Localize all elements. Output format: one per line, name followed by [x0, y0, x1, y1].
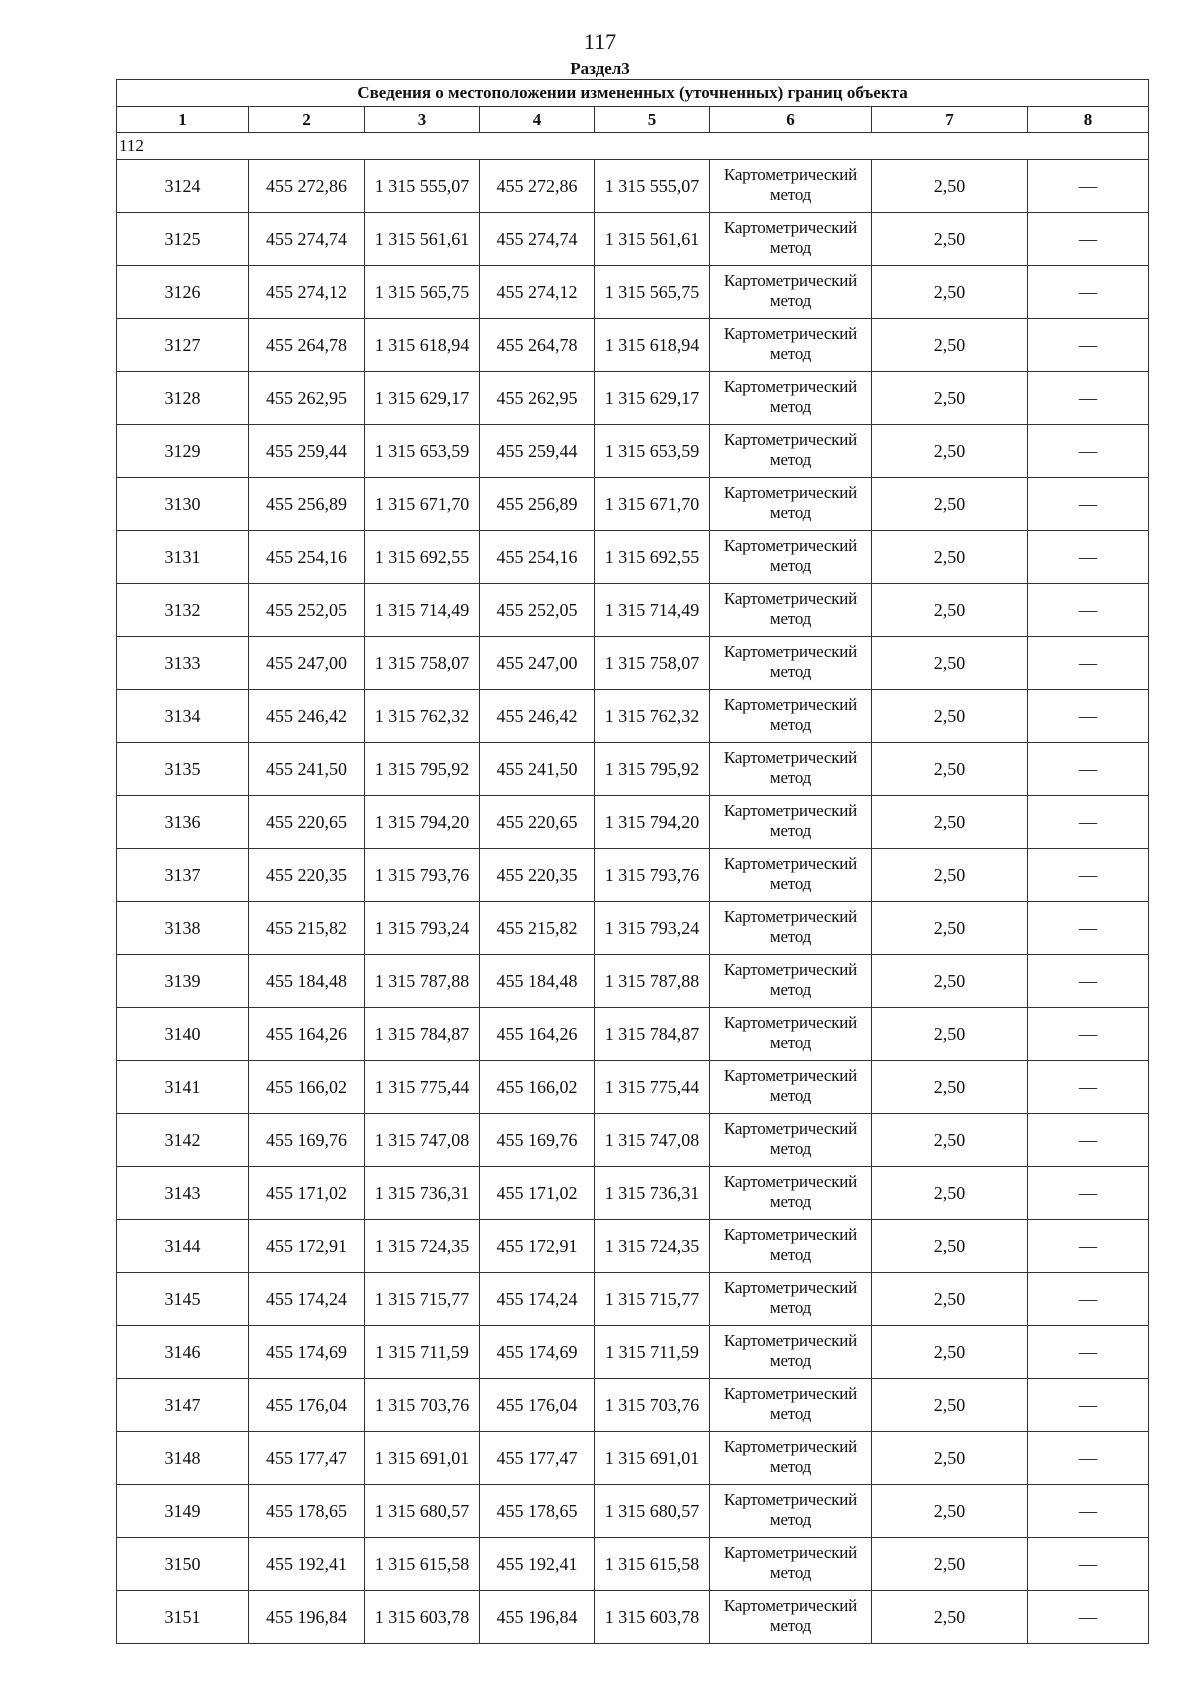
point-number-cell: 3137 [117, 849, 249, 902]
y-coordinate-cell: 1 315 703,76 [365, 1379, 480, 1432]
dash-cell: — [1028, 1220, 1149, 1273]
dash-cell: — [1028, 1538, 1149, 1591]
x-coordinate-cell: 455 247,00 [249, 637, 365, 690]
accuracy-cell: 2,50 [872, 637, 1028, 690]
y-coordinate-cell: 1 315 775,44 [365, 1061, 480, 1114]
group-label: 112 [117, 133, 1149, 160]
y-coordinate-refined-cell: 1 315 794,20 [595, 796, 710, 849]
table-row [117, 902, 1149, 955]
method-cell: Картометрический метод [710, 796, 872, 849]
x-coordinate-refined-cell: 455 215,82 [480, 902, 595, 955]
dash-cell: — [1028, 1432, 1149, 1485]
y-coordinate-refined-cell: 1 315 714,49 [595, 584, 710, 637]
y-coordinate-refined-cell: 1 315 711,59 [595, 1326, 710, 1379]
dash-cell: — [1028, 955, 1149, 1008]
x-coordinate-cell: 455 174,69 [249, 1326, 365, 1379]
section-title: Раздел3 [570, 59, 630, 78]
method-cell: Картометрический метод [710, 266, 872, 319]
dash-cell: — [1028, 213, 1149, 266]
x-coordinate-cell: 455 252,05 [249, 584, 365, 637]
table-row [117, 266, 1149, 319]
method-cell: Картометрический метод [710, 425, 872, 478]
x-coordinate-refined-cell: 455 252,05 [480, 584, 595, 637]
x-coordinate-refined-cell: 455 254,16 [480, 531, 595, 584]
y-coordinate-cell: 1 315 680,57 [365, 1485, 480, 1538]
accuracy-cell: 2,50 [872, 1326, 1028, 1379]
point-number-cell: 3127 [117, 319, 249, 372]
column-number: 6 [710, 107, 872, 133]
point-number-cell: 3129 [117, 425, 249, 478]
dash-cell: — [1028, 796, 1149, 849]
y-coordinate-cell: 1 315 671,70 [365, 478, 480, 531]
column-number: 2 [249, 107, 365, 133]
x-coordinate-cell: 455 272,86 [249, 160, 365, 213]
method-cell: Картометрический метод [710, 1379, 872, 1432]
x-coordinate-refined-cell: 455 176,04 [480, 1379, 595, 1432]
x-coordinate-cell: 455 274,74 [249, 213, 365, 266]
point-number-cell: 3130 [117, 478, 249, 531]
method-cell: Картометрический метод [710, 1273, 872, 1326]
method-cell: Картометрический метод [710, 849, 872, 902]
x-coordinate-cell: 455 241,50 [249, 743, 365, 796]
x-coordinate-cell: 455 172,91 [249, 1220, 365, 1273]
column-number: 8 [1028, 107, 1149, 133]
dash-cell: — [1028, 902, 1149, 955]
x-coordinate-refined-cell: 455 164,26 [480, 1008, 595, 1061]
x-coordinate-refined-cell: 455 272,86 [480, 160, 595, 213]
x-coordinate-refined-cell: 455 177,47 [480, 1432, 595, 1485]
accuracy-cell: 2,50 [872, 1008, 1028, 1061]
point-number-cell: 3135 [117, 743, 249, 796]
y-coordinate-refined-cell: 1 315 629,17 [595, 372, 710, 425]
dash-cell: — [1028, 1379, 1149, 1432]
accuracy-cell: 2,50 [872, 584, 1028, 637]
table-row [117, 160, 1149, 213]
table-row [117, 1167, 1149, 1220]
method-cell: Картометрический метод [710, 372, 872, 425]
point-number-cell: 3125 [117, 213, 249, 266]
point-number-cell: 3151 [117, 1591, 249, 1644]
table-row [117, 531, 1149, 584]
point-number-cell: 3139 [117, 955, 249, 1008]
y-coordinate-cell: 1 315 758,07 [365, 637, 480, 690]
dash-cell: — [1028, 637, 1149, 690]
point-number-cell: 3140 [117, 1008, 249, 1061]
point-number-cell: 3149 [117, 1485, 249, 1538]
y-coordinate-refined-cell: 1 315 703,76 [595, 1379, 710, 1432]
y-coordinate-refined-cell: 1 315 618,94 [595, 319, 710, 372]
x-coordinate-refined-cell: 455 174,69 [480, 1326, 595, 1379]
dash-cell: — [1028, 1008, 1149, 1061]
point-number-cell: 3128 [117, 372, 249, 425]
accuracy-cell: 2,50 [872, 690, 1028, 743]
dash-cell: — [1028, 319, 1149, 372]
table-row [117, 213, 1149, 266]
x-coordinate-refined-cell: 455 220,65 [480, 796, 595, 849]
point-number-cell: 3134 [117, 690, 249, 743]
accuracy-cell: 2,50 [872, 1485, 1028, 1538]
column-number: 7 [872, 107, 1028, 133]
y-coordinate-cell: 1 315 711,59 [365, 1326, 480, 1379]
dash-cell: — [1028, 1167, 1149, 1220]
dash-cell: — [1028, 849, 1149, 902]
y-coordinate-refined-cell: 1 315 736,31 [595, 1167, 710, 1220]
x-coordinate-cell: 455 220,65 [249, 796, 365, 849]
y-coordinate-refined-cell: 1 315 691,01 [595, 1432, 710, 1485]
accuracy-cell: 2,50 [872, 1061, 1028, 1114]
dash-cell: — [1028, 1326, 1149, 1379]
method-cell: Картометрический метод [710, 478, 872, 531]
x-coordinate-refined-cell: 455 262,95 [480, 372, 595, 425]
x-coordinate-cell: 455 254,16 [249, 531, 365, 584]
x-coordinate-refined-cell: 455 178,65 [480, 1485, 595, 1538]
x-coordinate-refined-cell: 455 174,24 [480, 1273, 595, 1326]
x-coordinate-refined-cell: 455 196,84 [480, 1591, 595, 1644]
y-coordinate-refined-cell: 1 315 784,87 [595, 1008, 710, 1061]
accuracy-cell: 2,50 [872, 266, 1028, 319]
point-number-cell: 3146 [117, 1326, 249, 1379]
table-row [117, 425, 1149, 478]
y-coordinate-refined-cell: 1 315 793,76 [595, 849, 710, 902]
dash-cell: — [1028, 1114, 1149, 1167]
table-row [117, 1538, 1149, 1591]
table-row [117, 1326, 1149, 1379]
table-row [117, 1008, 1149, 1061]
x-coordinate-refined-cell: 455 192,41 [480, 1538, 595, 1591]
dash-cell: — [1028, 160, 1149, 213]
point-number-cell: 3133 [117, 637, 249, 690]
x-coordinate-refined-cell: 455 220,35 [480, 849, 595, 902]
method-cell: Картометрический метод [710, 1008, 872, 1061]
x-coordinate-cell: 455 220,35 [249, 849, 365, 902]
method-cell: Картометрический метод [710, 637, 872, 690]
method-cell: Картометрический метод [710, 690, 872, 743]
y-coordinate-cell: 1 315 691,01 [365, 1432, 480, 1485]
x-coordinate-cell: 455 264,78 [249, 319, 365, 372]
x-coordinate-refined-cell: 455 241,50 [480, 743, 595, 796]
x-coordinate-cell: 455 176,04 [249, 1379, 365, 1432]
y-coordinate-refined-cell: 1 315 555,07 [595, 160, 710, 213]
y-coordinate-refined-cell: 1 315 615,58 [595, 1538, 710, 1591]
y-coordinate-refined-cell: 1 315 565,75 [595, 266, 710, 319]
x-coordinate-cell: 455 192,41 [249, 1538, 365, 1591]
dash-cell: — [1028, 743, 1149, 796]
y-coordinate-refined-cell: 1 315 787,88 [595, 955, 710, 1008]
method-cell: Картометрический метод [710, 213, 872, 266]
y-coordinate-cell: 1 315 794,20 [365, 796, 480, 849]
point-number-cell: 3124 [117, 160, 249, 213]
table-row [117, 1114, 1149, 1167]
dash-cell: — [1028, 425, 1149, 478]
y-coordinate-refined-cell: 1 315 758,07 [595, 637, 710, 690]
table-row [117, 796, 1149, 849]
x-coordinate-cell: 455 196,84 [249, 1591, 365, 1644]
y-coordinate-cell: 1 315 793,24 [365, 902, 480, 955]
x-coordinate-refined-cell: 455 172,91 [480, 1220, 595, 1273]
y-coordinate-cell: 1 315 747,08 [365, 1114, 480, 1167]
method-cell: Картометрический метод [710, 955, 872, 1008]
y-coordinate-cell: 1 315 603,78 [365, 1591, 480, 1644]
table-row [117, 1061, 1149, 1114]
y-coordinate-refined-cell: 1 315 793,24 [595, 902, 710, 955]
table-row [117, 1273, 1149, 1326]
x-coordinate-refined-cell: 455 166,02 [480, 1061, 595, 1114]
table-row [117, 1591, 1149, 1644]
point-number-cell: 3144 [117, 1220, 249, 1273]
group-label-row [117, 133, 1149, 160]
accuracy-cell: 2,50 [872, 1432, 1028, 1485]
accuracy-cell: 2,50 [872, 531, 1028, 584]
y-coordinate-refined-cell: 1 315 724,35 [595, 1220, 710, 1273]
x-coordinate-cell: 455 169,76 [249, 1114, 365, 1167]
method-cell: Картометрический метод [710, 160, 872, 213]
y-coordinate-cell: 1 315 615,58 [365, 1538, 480, 1591]
table-row [117, 372, 1149, 425]
method-cell: Картометрический метод [710, 1538, 872, 1591]
method-cell: Картометрический метод [710, 1591, 872, 1644]
x-coordinate-refined-cell: 455 184,48 [480, 955, 595, 1008]
table-row [117, 1485, 1149, 1538]
dash-cell: — [1028, 372, 1149, 425]
table-row [117, 690, 1149, 743]
y-coordinate-cell: 1 315 784,87 [365, 1008, 480, 1061]
table-caption-row [117, 80, 1149, 107]
method-cell: Картометрический метод [710, 902, 872, 955]
accuracy-cell: 2,50 [872, 160, 1028, 213]
point-number-cell: 3143 [117, 1167, 249, 1220]
table-row [117, 478, 1149, 531]
method-cell: Картометрический метод [710, 1114, 872, 1167]
method-cell: Картометрический метод [710, 1167, 872, 1220]
dash-cell: — [1028, 1591, 1149, 1644]
method-cell: Картометрический метод [710, 1061, 872, 1114]
y-coordinate-cell: 1 315 555,07 [365, 160, 480, 213]
point-number-cell: 3126 [117, 266, 249, 319]
x-coordinate-refined-cell: 455 274,12 [480, 266, 595, 319]
accuracy-cell: 2,50 [872, 902, 1028, 955]
y-coordinate-refined-cell: 1 315 762,32 [595, 690, 710, 743]
y-coordinate-cell: 1 315 653,59 [365, 425, 480, 478]
accuracy-cell: 2,50 [872, 319, 1028, 372]
table-row [117, 1379, 1149, 1432]
point-number-cell: 3147 [117, 1379, 249, 1432]
x-coordinate-cell: 455 215,82 [249, 902, 365, 955]
accuracy-cell: 2,50 [872, 213, 1028, 266]
y-coordinate-cell: 1 315 724,35 [365, 1220, 480, 1273]
x-coordinate-cell: 455 164,26 [249, 1008, 365, 1061]
accuracy-cell: 2,50 [872, 1114, 1028, 1167]
point-number-cell: 3141 [117, 1061, 249, 1114]
table-row [117, 637, 1149, 690]
accuracy-cell: 2,50 [872, 425, 1028, 478]
y-coordinate-refined-cell: 1 315 795,92 [595, 743, 710, 796]
x-coordinate-cell: 455 171,02 [249, 1167, 365, 1220]
y-coordinate-cell: 1 315 561,61 [365, 213, 480, 266]
method-cell: Картометрический метод [710, 1220, 872, 1273]
x-coordinate-cell: 455 166,02 [249, 1061, 365, 1114]
page-number: 117 [583, 29, 617, 54]
table-caption: Сведения о местоположении измененных (уточненных) границ объекта [117, 80, 1149, 107]
x-coordinate-cell: 455 262,95 [249, 372, 365, 425]
x-coordinate-cell: 455 174,24 [249, 1273, 365, 1326]
y-coordinate-cell: 1 315 795,92 [365, 743, 480, 796]
method-cell: Картометрический метод [710, 584, 872, 637]
point-number-cell: 3148 [117, 1432, 249, 1485]
boundary-coordinates-table [116, 79, 1149, 1644]
accuracy-cell: 2,50 [872, 1273, 1028, 1326]
method-cell: Картометрический метод [710, 1432, 872, 1485]
dash-cell: — [1028, 584, 1149, 637]
table-row [117, 1220, 1149, 1273]
y-coordinate-cell: 1 315 715,77 [365, 1273, 480, 1326]
table-row [117, 849, 1149, 902]
column-number: 3 [365, 107, 480, 133]
x-coordinate-cell: 455 246,42 [249, 690, 365, 743]
accuracy-cell: 2,50 [872, 849, 1028, 902]
point-number-cell: 3138 [117, 902, 249, 955]
y-coordinate-refined-cell: 1 315 775,44 [595, 1061, 710, 1114]
y-coordinate-refined-cell: 1 315 653,59 [595, 425, 710, 478]
column-number: 5 [595, 107, 710, 133]
method-cell: Картометрический метод [710, 1485, 872, 1538]
y-coordinate-refined-cell: 1 315 561,61 [595, 213, 710, 266]
y-coordinate-cell: 1 315 629,17 [365, 372, 480, 425]
y-coordinate-refined-cell: 1 315 603,78 [595, 1591, 710, 1644]
x-coordinate-refined-cell: 455 264,78 [480, 319, 595, 372]
x-coordinate-refined-cell: 455 246,42 [480, 690, 595, 743]
y-coordinate-cell: 1 315 793,76 [365, 849, 480, 902]
table-row [117, 743, 1149, 796]
dash-cell: — [1028, 1061, 1149, 1114]
dash-cell: — [1028, 1485, 1149, 1538]
y-coordinate-cell: 1 315 692,55 [365, 531, 480, 584]
accuracy-cell: 2,50 [872, 1167, 1028, 1220]
method-cell: Картометрический метод [710, 531, 872, 584]
dash-cell: — [1028, 531, 1149, 584]
dash-cell: — [1028, 478, 1149, 531]
column-number: 1 [117, 107, 249, 133]
column-number-row [117, 107, 1149, 133]
accuracy-cell: 2,50 [872, 372, 1028, 425]
x-coordinate-refined-cell: 455 247,00 [480, 637, 595, 690]
accuracy-cell: 2,50 [872, 743, 1028, 796]
column-number: 4 [480, 107, 595, 133]
x-coordinate-cell: 455 274,12 [249, 266, 365, 319]
method-cell: Картометрический метод [710, 1326, 872, 1379]
x-coordinate-refined-cell: 455 274,74 [480, 213, 595, 266]
y-coordinate-cell: 1 315 618,94 [365, 319, 480, 372]
y-coordinate-refined-cell: 1 315 680,57 [595, 1485, 710, 1538]
x-coordinate-cell: 455 178,65 [249, 1485, 365, 1538]
method-cell: Картометрический метод [710, 743, 872, 796]
x-coordinate-cell: 455 184,48 [249, 955, 365, 1008]
dash-cell: — [1028, 266, 1149, 319]
accuracy-cell: 2,50 [872, 955, 1028, 1008]
x-coordinate-cell: 455 177,47 [249, 1432, 365, 1485]
y-coordinate-cell: 1 315 714,49 [365, 584, 480, 637]
accuracy-cell: 2,50 [872, 1538, 1028, 1591]
y-coordinate-cell: 1 315 565,75 [365, 266, 480, 319]
y-coordinate-cell: 1 315 736,31 [365, 1167, 480, 1220]
point-number-cell: 3150 [117, 1538, 249, 1591]
y-coordinate-refined-cell: 1 315 671,70 [595, 478, 710, 531]
accuracy-cell: 2,50 [872, 1379, 1028, 1432]
accuracy-cell: 2,50 [872, 796, 1028, 849]
accuracy-cell: 2,50 [872, 1220, 1028, 1273]
table-row [117, 1432, 1149, 1485]
y-coordinate-refined-cell: 1 315 715,77 [595, 1273, 710, 1326]
x-coordinate-cell: 455 256,89 [249, 478, 365, 531]
table-row [117, 319, 1149, 372]
point-number-cell: 3142 [117, 1114, 249, 1167]
dash-cell: — [1028, 690, 1149, 743]
accuracy-cell: 2,50 [872, 478, 1028, 531]
table-row [117, 584, 1149, 637]
point-number-cell: 3132 [117, 584, 249, 637]
table-body [117, 80, 1149, 1644]
y-coordinate-refined-cell: 1 315 747,08 [595, 1114, 710, 1167]
x-coordinate-refined-cell: 455 256,89 [480, 478, 595, 531]
method-cell: Картометрический метод [710, 319, 872, 372]
x-coordinate-refined-cell: 455 171,02 [480, 1167, 595, 1220]
y-coordinate-cell: 1 315 762,32 [365, 690, 480, 743]
accuracy-cell: 2,50 [872, 1591, 1028, 1644]
y-coordinate-refined-cell: 1 315 692,55 [595, 531, 710, 584]
y-coordinate-cell: 1 315 787,88 [365, 955, 480, 1008]
dash-cell: — [1028, 1273, 1149, 1326]
point-number-cell: 3136 [117, 796, 249, 849]
table-row [117, 955, 1149, 1008]
x-coordinate-cell: 455 259,44 [249, 425, 365, 478]
point-number-cell: 3131 [117, 531, 249, 584]
x-coordinate-refined-cell: 455 169,76 [480, 1114, 595, 1167]
x-coordinate-refined-cell: 455 259,44 [480, 425, 595, 478]
point-number-cell: 3145 [117, 1273, 249, 1326]
